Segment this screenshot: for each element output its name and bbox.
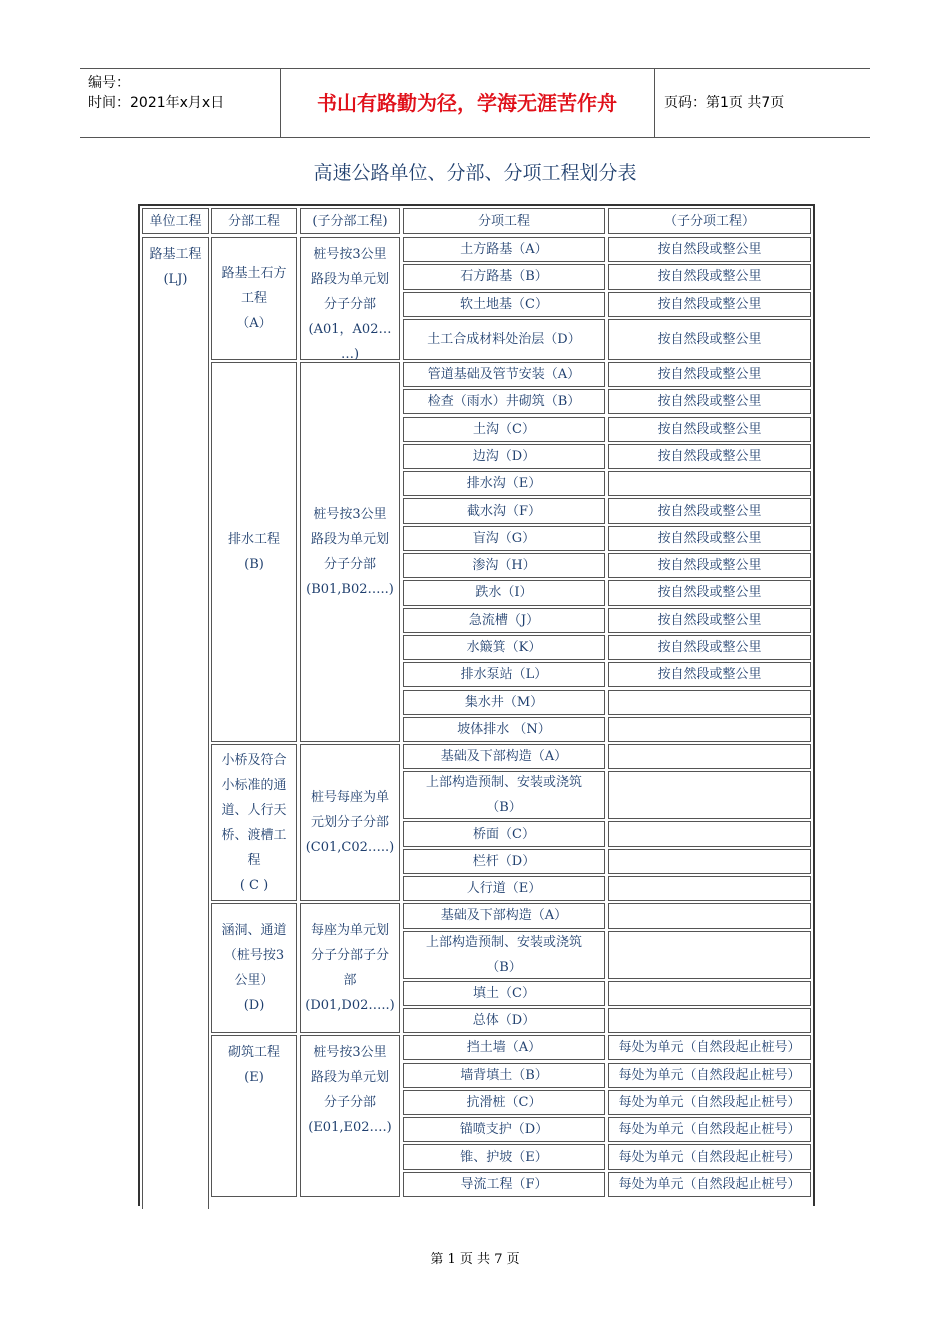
table-cell-subitem: 按自然段或整公里	[608, 444, 811, 469]
table-cell-item: 栏杆（D）	[403, 849, 605, 874]
table-cell-subitem: 每处为单元（自然段起止桩号）	[608, 1090, 811, 1115]
table-cell-subitem: 按自然段或整公里	[608, 662, 811, 687]
table-cell-subitem: 按自然段或整公里	[608, 526, 811, 551]
table-cell-subitem: 按自然段或整公里	[608, 580, 811, 605]
table-cell-item: 上部构造预制、安装或浇筑 （B）	[403, 931, 605, 979]
table-cell-unit: 路基工程 (LJ)	[142, 237, 209, 1209]
header-meta	[88, 73, 278, 113]
table-cell-subitem: 每处为单元（自然段起止桩号）	[608, 1172, 811, 1197]
table-cell-subitem: 每处为单元（自然段起止桩号）	[608, 1063, 811, 1088]
table-cell-item: 急流槽（J）	[403, 608, 605, 633]
table-cell-subitem: 按自然段或整公里	[608, 237, 811, 262]
table-cell-subitem: 按自然段或整公里	[608, 498, 811, 523]
table-cell-item: 土方路基（A）	[403, 237, 605, 262]
table-cell-subitem	[608, 771, 811, 819]
table-header-cell: 分项工程	[403, 208, 605, 234]
table-cell-item: 截水沟（F）	[403, 498, 605, 523]
table-cell-item: 检查（雨水）井砌筑（B）	[403, 389, 605, 414]
table-header-cell: (子分部工程)	[300, 208, 400, 234]
table-cell-subdivision: 桩号按3公里 路段为单元划 分子分部 (E01,E02….)	[300, 1035, 400, 1197]
table-cell-item: 人行道（E）	[403, 876, 605, 901]
header-divider	[280, 69, 281, 137]
table-cell-item: 水簸箕（K）	[403, 635, 605, 660]
table-cell-subitem: 按自然段或整公里	[608, 362, 811, 387]
table-cell-item: 排水泵站（L）	[403, 662, 605, 687]
table-cell-item: 石方路基（B）	[403, 264, 605, 289]
table-cell-item: 基础及下部构造（A）	[403, 903, 605, 928]
table-cell-item: 土工合成材料处治层（D）	[403, 319, 605, 360]
table-cell-subitem	[608, 690, 811, 715]
table-cell-item: 填土（C）	[403, 981, 605, 1006]
table-cell-subdivision: 桩号每座为单 元划分子分部 (C01,C02…..)	[300, 744, 400, 901]
header-divider	[654, 69, 655, 137]
table-cell-item: 总体（D）	[403, 1008, 605, 1033]
table-cell-subitem	[608, 931, 811, 979]
table-cell-item: 挡土墙（A）	[403, 1035, 605, 1060]
table-cell-subitem: 按自然段或整公里	[608, 389, 811, 414]
table-cell-subitem	[608, 849, 811, 874]
table-cell-subitem: 按自然段或整公里	[608, 264, 811, 289]
table-cell-subitem: 每处为单元（自然段起止桩号）	[608, 1144, 811, 1169]
number-label: 编号：	[88, 75, 130, 91]
table-cell-subitem	[608, 981, 811, 1006]
table-cell-subdivision: 每座为单元划 分子分部子分 部 (D01,D02…..)	[300, 903, 400, 1033]
motto: 书山有路勤为径，学海无涯苦作舟	[317, 91, 617, 115]
table-cell-item: 基础及下部构造（A）	[403, 744, 605, 769]
table-cell-subitem: 每处为单元（自然段起止桩号）	[608, 1117, 811, 1142]
table-cell-subitem	[608, 903, 811, 928]
table-header-cell: 单位工程	[142, 208, 209, 234]
document-title: 高速公路单位、分部、分项工程划分表	[313, 162, 637, 184]
table-cell-item: 排水沟（E）	[403, 471, 605, 496]
table-cell-item: 抗滑桩（C）	[403, 1090, 605, 1115]
table-cell-subitem: 按自然段或整公里	[608, 608, 811, 633]
table-cell-item: 盲沟（G）	[403, 526, 605, 551]
table-cell-subitem: 按自然段或整公里	[608, 319, 811, 360]
table-cell-item: 桥面（C）	[403, 821, 605, 846]
table-cell-division: 路基土石方 工程 （A）	[211, 237, 297, 360]
table-cell-item: 跌水（I）	[403, 580, 605, 605]
table-cell-item: 渗沟（H）	[403, 553, 605, 578]
table-cell-subitem	[608, 744, 811, 769]
page-footer: 第 1 页 共 7 页	[430, 1252, 520, 1267]
table-cell-subitem	[608, 471, 811, 496]
page-header	[80, 68, 870, 138]
table-cell-subitem: 每处为单元（自然段起止桩号）	[608, 1035, 811, 1060]
table-cell-item: 导流工程（F）	[403, 1172, 605, 1197]
page-info: 页码：第1页 共7页	[664, 95, 785, 111]
division-table	[138, 204, 815, 1206]
table-cell-subitem	[608, 1008, 811, 1033]
table-cell-subitem: 按自然段或整公里	[608, 553, 811, 578]
table-cell-subdivision: 桩号按3公里 路段为单元划 分子分部 (A01，A02… …)	[300, 237, 400, 360]
table-cell-subitem	[608, 821, 811, 846]
time-label: 时间：2021年x月x日	[88, 95, 225, 111]
table-cell-item: 边沟（D）	[403, 444, 605, 469]
table-cell-subdivision: 桩号按3公里 路段为单元划 分子分部 (B01,B02…..)	[300, 362, 400, 742]
table-cell-division: 小桥及符合 小标准的通 道、人行天 桥、渡槽工 程 ( C )	[211, 744, 297, 901]
table-cell-subitem: 按自然段或整公里	[608, 417, 811, 442]
table-cell-subitem	[608, 717, 811, 742]
table-cell-item: 锥、护坡（E）	[403, 1144, 605, 1169]
table-cell-item: 墙背填土（B）	[403, 1063, 605, 1088]
table-cell-division: 砌筑工程 (E)	[211, 1035, 297, 1197]
table-header-cell: （子分项工程）	[608, 208, 811, 234]
table-cell-subitem: 按自然段或整公里	[608, 635, 811, 660]
table-cell-item: 上部构造预制、安装或浇筑 （B）	[403, 771, 605, 819]
table-cell-subitem: 按自然段或整公里	[608, 292, 811, 317]
table-cell-item: 土沟（C）	[403, 417, 605, 442]
table-cell-division: 排水工程 (B)	[211, 362, 297, 742]
table-cell-item: 锚喷支护（D）	[403, 1117, 605, 1142]
table-cell-item: 软土地基（C）	[403, 292, 605, 317]
table-cell-item: 坡体排水 （N）	[403, 717, 605, 742]
table-cell-division: 涵洞、通道 （桩号按3 公里） (D)	[211, 903, 297, 1033]
table-header-cell: 分部工程	[211, 208, 297, 234]
table-cell-subitem	[608, 876, 811, 901]
table-cell-item: 管道基础及管节安装（A）	[403, 362, 605, 387]
table-cell-item: 集水井（M）	[403, 690, 605, 715]
